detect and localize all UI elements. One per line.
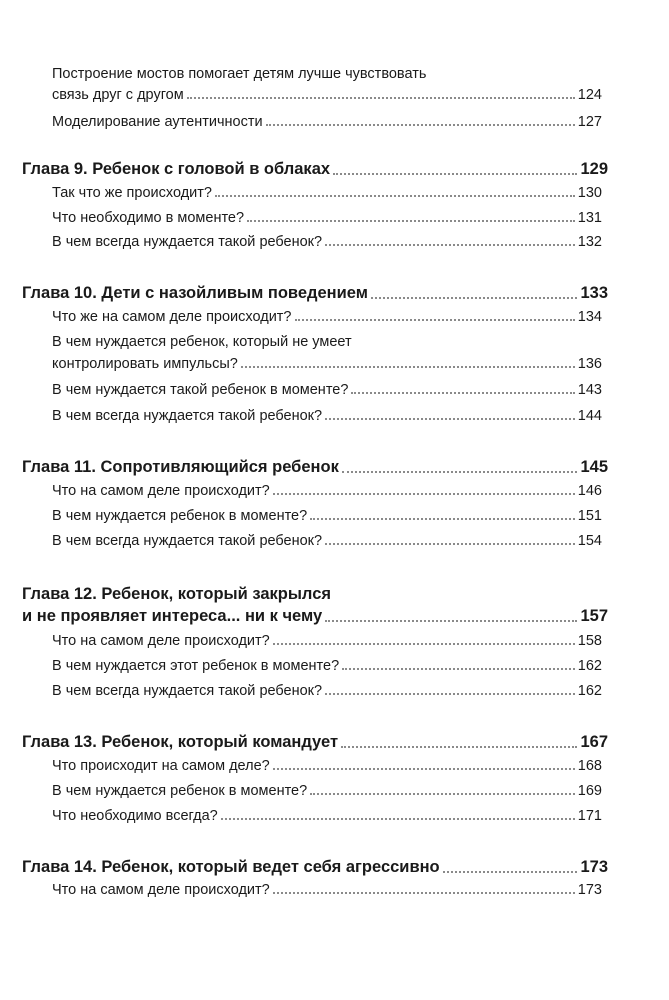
toc-entry-page: 130	[577, 185, 602, 201]
toc-entry	[52, 382, 602, 398]
toc-chapter-title: Глава 10. Дети с назойливым поведением	[22, 284, 368, 302]
toc-entry-page: 162	[577, 683, 602, 699]
toc-entry	[52, 87, 602, 103]
leader-dots	[241, 365, 575, 368]
toc-entry-page: 171	[577, 808, 602, 824]
toc-entry-page: 144	[577, 408, 602, 424]
leader-dots	[221, 817, 575, 820]
toc-entry-title: контролировать импульсы?	[52, 356, 238, 372]
leader-dots	[273, 767, 575, 770]
leader-dots	[342, 470, 578, 473]
toc-entry	[52, 234, 602, 250]
toc-chapter-page: 157	[580, 607, 608, 625]
toc-entry-page: 162	[577, 658, 602, 674]
toc-entry	[52, 356, 602, 372]
toc-entry	[52, 408, 602, 424]
toc-entry-title: В чем нуждается этот ребенок в моменте?	[52, 658, 340, 674]
toc-entry-title: Что необходимо всегда?	[52, 808, 218, 824]
toc-chapter-page: 129	[580, 160, 608, 178]
leader-dots	[371, 296, 578, 299]
toc-entry	[52, 658, 602, 674]
toc-entry-title: Что на самом деле происходит?	[52, 882, 270, 898]
leader-dots	[443, 870, 578, 873]
toc-entry	[52, 508, 602, 524]
leader-dots	[333, 172, 577, 175]
toc-entry	[52, 334, 352, 350]
leader-dots	[325, 417, 575, 420]
toc-chapter-title: Глава 13. Ребенок, который командует	[22, 733, 339, 751]
toc-entry-page: 124	[577, 87, 602, 103]
toc-entry-title: Построение мостов помогает детям лучше чувствовать	[52, 66, 427, 82]
leader-dots	[310, 517, 575, 520]
toc-entry-title: В чем всегда нуждается такой ребенок?	[52, 533, 323, 549]
toc-entry-page: 132	[577, 234, 602, 250]
leader-dots	[187, 96, 575, 99]
toc-entry-title: В чем нуждается ребенок в моменте?	[52, 508, 308, 524]
toc-entry	[52, 114, 602, 130]
leader-dots	[325, 692, 575, 695]
toc-chapter-title: Глава 9. Ребенок с головой в облаках	[22, 160, 331, 178]
toc-entry-title: Моделирование аутентичности	[52, 114, 263, 130]
toc-chapter	[22, 284, 608, 303]
leader-dots	[342, 667, 575, 670]
leader-dots	[310, 792, 575, 795]
toc-entry-page: 154	[577, 533, 602, 549]
toc-entry-page: 136	[577, 356, 602, 372]
leader-dots	[325, 243, 575, 246]
toc-chapter	[22, 858, 608, 877]
toc-chapter-page: 145	[580, 458, 608, 476]
toc-entry-page: 169	[577, 783, 602, 799]
leader-dots	[266, 123, 575, 126]
toc-entry	[52, 683, 602, 699]
toc-entry-page: 134	[577, 309, 602, 325]
toc-entry-page: 131	[577, 210, 602, 226]
toc-chapter-page: 173	[580, 858, 608, 876]
toc-entry	[52, 210, 602, 226]
toc-entry-title: связь друг с другом	[52, 87, 184, 103]
toc-entry-title: В чем нуждается такой ребенок в моменте?	[52, 382, 349, 398]
leader-dots	[351, 391, 574, 394]
toc-chapter-title: и не проявляет интереса... ни к чему	[22, 607, 323, 625]
toc-entry-title: В чем всегда нуждается такой ребенок?	[52, 234, 323, 250]
toc-entry	[52, 783, 602, 799]
toc-entry	[52, 66, 426, 82]
toc-chapter-title: Глава 14. Ребенок, который ведет себя агрессивно	[22, 858, 440, 876]
leader-dots	[325, 542, 575, 545]
leader-dots	[341, 745, 577, 748]
leader-dots	[273, 891, 575, 894]
toc-entry-title: Что происходит на самом деле?	[52, 758, 270, 774]
leader-dots	[325, 619, 577, 622]
toc-entry-page: 151	[577, 508, 602, 524]
toc-entry	[52, 185, 602, 201]
toc-entry-title: В чем всегда нуждается такой ребенок?	[52, 408, 323, 424]
toc-chapter	[22, 585, 331, 604]
toc-entry-title: В чем нуждается ребенок в моменте?	[52, 783, 308, 799]
toc-entry-title: Что на самом деле происходит?	[52, 483, 270, 499]
toc-entry-title: В чем нуждается ребенок, который не умеет	[52, 334, 352, 350]
leader-dots	[273, 642, 575, 645]
toc-entry-page: 143	[577, 382, 602, 398]
toc-entry-page: 158	[577, 633, 602, 649]
toc-chapter-page: 133	[580, 284, 608, 302]
toc-entry-title: Что же на самом деле происходит?	[52, 309, 292, 325]
toc-entry-page: 173	[577, 882, 602, 898]
toc-entry-title: Что необходимо в моменте?	[52, 210, 245, 226]
toc-chapter-page: 167	[580, 733, 608, 751]
toc-entry	[52, 533, 602, 549]
toc-entry-page: 127	[577, 114, 602, 130]
toc-entry	[52, 633, 602, 649]
toc-chapter	[22, 458, 608, 477]
toc-entry-title: В чем всегда нуждается такой ребенок?	[52, 683, 323, 699]
leader-dots	[215, 194, 575, 197]
toc-entry	[52, 483, 602, 499]
toc-chapter-title: Глава 12. Ребенок, который закрылся	[22, 585, 331, 603]
leader-dots	[247, 219, 575, 222]
leader-dots	[273, 492, 575, 495]
toc-entry-title: Так что же происходит?	[52, 185, 212, 201]
toc-entry	[52, 882, 602, 898]
toc-entry-page: 168	[577, 758, 602, 774]
toc-entry-page: 146	[577, 483, 602, 499]
toc-entry-title: Что на самом деле происходит?	[52, 633, 270, 649]
toc-entry	[52, 309, 602, 325]
toc-entry	[52, 758, 602, 774]
toc-chapter	[22, 607, 608, 626]
leader-dots	[295, 318, 575, 321]
toc-chapter-title: Глава 11. Сопротивляющийся ребенок	[22, 458, 339, 476]
toc-entry	[52, 808, 602, 824]
toc-chapter	[22, 733, 608, 752]
toc-chapter	[22, 160, 608, 179]
